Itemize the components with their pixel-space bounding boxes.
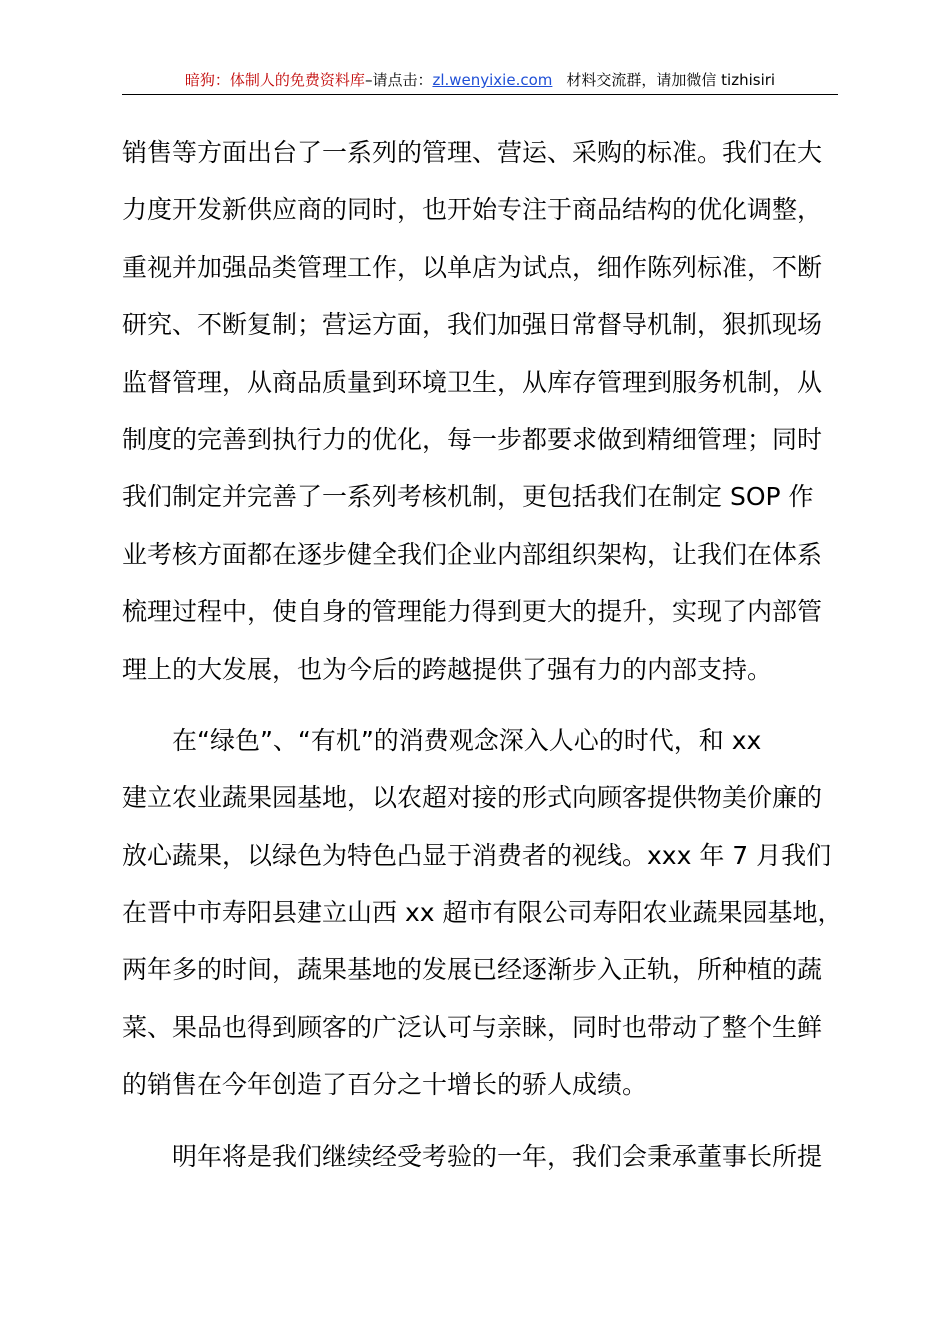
text-line: 力度开发新供应商的同时，也开始专注于商品结构的优化调整， xyxy=(122,195,823,225)
text-line: 重视并加强品类管理工作，以单店为试点，细作陈列标准，不断 xyxy=(122,252,823,282)
text-line: 业考核方面都在逐步健全我们企业内部组织架构，让我们在体系 xyxy=(122,539,823,569)
text-line: 的销售在今年创造了百分之十增长的骄人成绩。 xyxy=(122,1070,648,1100)
text-line: 明年将是我们继续经受考验的一年，我们会秉承董事长所提 xyxy=(172,1141,823,1171)
text-line: 销售等方面出台了一系列的管理、营运、采购的标准。我们在大 xyxy=(122,138,823,167)
text-line: 监督管理，从商品质量到环境卫生，从库存管理到服务机制，从 xyxy=(122,367,823,397)
paragraph-3 xyxy=(122,1128,838,1185)
header-separator: –请点击： xyxy=(364,71,433,89)
text-line: 两年多的时间，蔬果基地的发展已经逐渐步入正轨，所种植的蔬 xyxy=(122,955,823,985)
text-line: 在晋中市寿阳县建立山西 xx 超市有限公司寿阳农业蔬果园基地， xyxy=(122,898,843,928)
page-header xyxy=(122,66,838,95)
header-brand: 暗狗：体制人的免费资料库 xyxy=(184,71,365,89)
header-note: 材料交流群，请加微信 tizhisiri xyxy=(566,71,776,89)
text-line: 制度的完善到执行力的优化，每一步都要求做到精细管理；同时 xyxy=(122,424,823,454)
paragraph-spacer xyxy=(122,698,838,712)
paragraph-spacer xyxy=(122,1114,838,1128)
document-body xyxy=(122,124,843,1185)
text-line: 菜、果品也得到顾客的广泛认可与亲睐，同时也带动了整个生鲜 xyxy=(122,1012,823,1042)
paragraph-2 xyxy=(122,712,843,1114)
text-line: 梳理过程中，使自身的管理能力得到更大的提升，实现了内部管 xyxy=(122,597,823,627)
header-link[interactable]: zl.wenyixie.com xyxy=(432,71,553,89)
text-line: 建立农业蔬果园基地，以农超对接的形式向顾客提供物美价廉的 xyxy=(122,783,823,813)
text-line: 理上的大发展，也为今后的跨越提供了强有力的内部支持。 xyxy=(122,654,773,684)
text-line: 在“绿色”、“有机”的消费观念深入人心的时代，和 xx xyxy=(172,725,762,755)
text-line: 研究、不断复制；营运方面，我们加强日常督导机制，狠抓现场 xyxy=(122,310,823,340)
text-line: 我们制定并完善了一系列考核机制，更包括我们在制定 SOP 作 xyxy=(122,482,814,512)
paragraph-1 xyxy=(122,124,838,698)
text-line: 放心蔬果，以绿色为特色凸显于消费者的视线。xxx 年 7 月我们 xyxy=(122,840,832,870)
